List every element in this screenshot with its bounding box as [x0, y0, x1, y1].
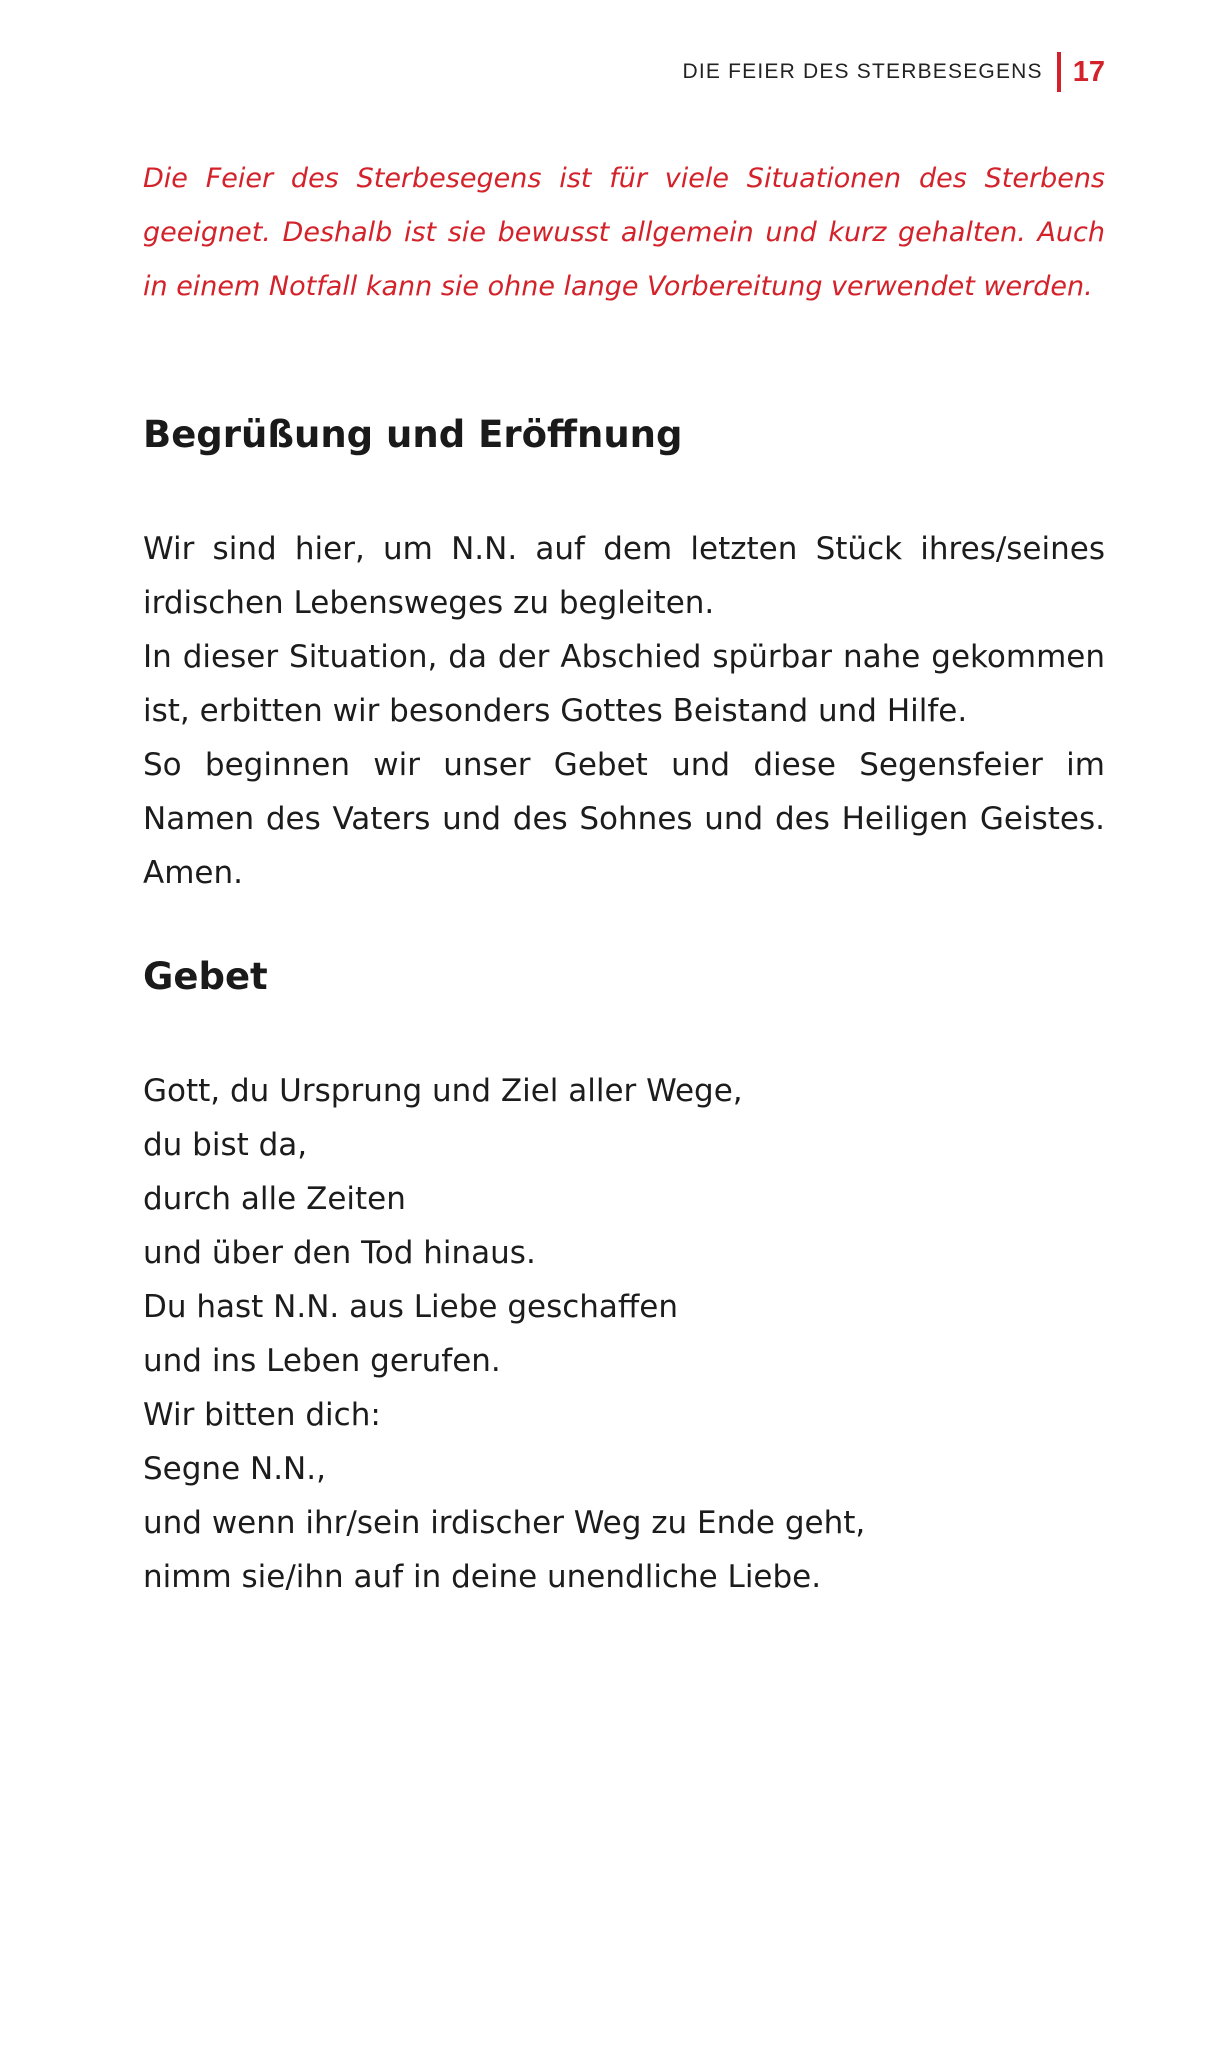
running-header — [682, 52, 1105, 92]
prayer-line: durch alle Zeiten — [143, 1181, 406, 1217]
prayer-line: du bist da, — [143, 1127, 308, 1163]
prayer-line: und wenn ihr/sein irdischer Weg zu Ende geht, — [143, 1505, 866, 1541]
intro-rubric: Die Feier des Sterbesegens ist für viele Situationen des Sterbens geeignet. Deshalb ist sie bewusst allgemein und kurz gehalten. Auch in einem Notfall kann sie ohne lange Vorbereitung verwendet werden. — [143, 163, 1105, 302]
book-page — [143, 0, 1105, 2050]
prayer-text — [143, 1064, 1105, 1604]
header-divider — [1057, 52, 1061, 92]
prayer-line: nimm sie/ihn auf in deine unendliche Liebe. — [143, 1559, 822, 1595]
greeting-paragraph: In dieser Situation, da der Abschied spürbar nahe gekommen ist, erbitten wir besonders Gottes Beistand und Hilfe. — [143, 639, 1105, 729]
page-number: 17 — [1072, 55, 1105, 88]
greeting-paragraph: Wir sind hier, um N.N. auf dem letzten Stück ihres/seines irdischen Lebensweges zu begleiten. — [143, 531, 1105, 621]
prayer-line: Segne N.N., — [143, 1451, 326, 1487]
prayer-heading: Gebet — [143, 955, 268, 998]
prayer-line: Du hast N.N. aus Liebe geschaffen — [143, 1289, 678, 1325]
prayer-line: und über den Tod hinaus. — [143, 1235, 536, 1271]
greeting-heading: Begrüßung und Eröffnung — [143, 413, 683, 456]
prayer-line: und ins Leben gerufen. — [143, 1343, 501, 1379]
greeting-paragraph: So beginnen wir unser Gebet und diese Segensfeier im Namen des Vaters und des Sohnes und des Heiligen Geistes. Amen. — [143, 747, 1105, 891]
prayer-line: Gott, du Ursprung und Ziel aller Wege, — [143, 1073, 743, 1109]
prayer-line: Wir bitten dich: — [143, 1397, 381, 1433]
greeting-text — [143, 522, 1105, 900]
running-title: DIE FEIER DES STERBESEGENS — [682, 60, 1043, 83]
